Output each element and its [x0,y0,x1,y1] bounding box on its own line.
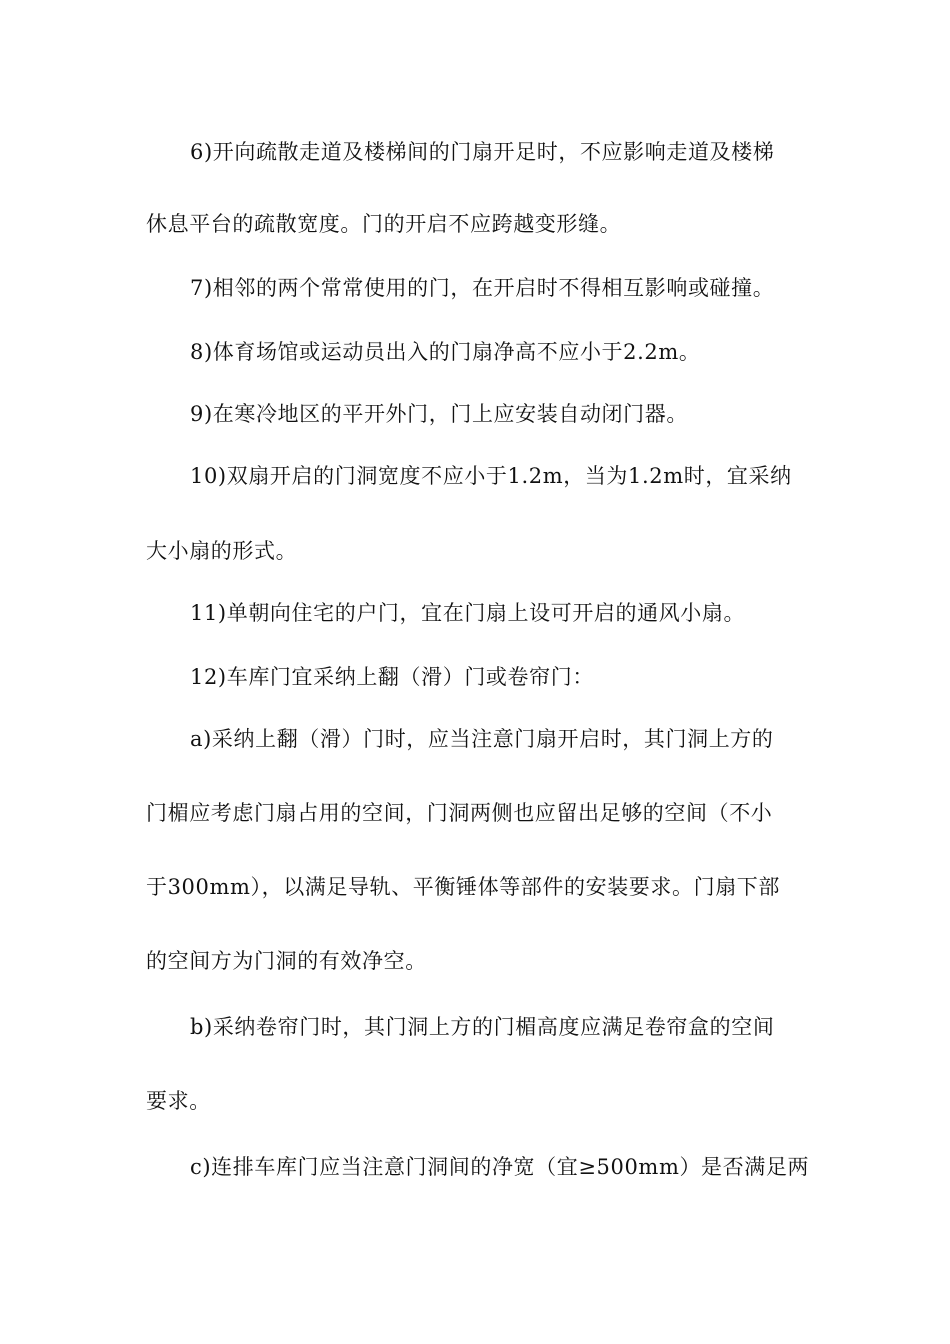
text-line: c)连排车库门应当注意门洞间的净宽（宜≥500mm）是否满足两 [190,1155,810,1179]
text-line: 10)双扇开启的门洞宽度不应小于1.2m，当为1.2m时，宜采纳 [190,464,792,488]
text-line: b)采纳卷帘门时，其门洞上方的门楣高度应满足卷帘盒的空间 [190,1015,775,1039]
text-line: 6)开向疏散走道及楼梯间的门扇开足时，不应影响走道及楼梯 [190,140,775,164]
text-line: 7)相邻的两个常常使用的门，在开启时不得相互影响或碰撞。 [190,276,775,300]
text-line: 的空间方为门洞的有效净空。 [146,949,427,973]
text-line: 11)单朝向住宅的户门，宜在门扇上设可开启的通风小扇。 [190,601,746,625]
text-line: 12)车库门宜采纳上翻（滑）门或卷帘门： [190,665,594,689]
text-line: 9)在寒冷地区的平开外门，门上应安装自动闭门器。 [190,402,688,426]
text-line: 于300mm），以满足导轨、平衡锤体等部件的安装要求。门扇下部 [146,875,781,899]
text-line: a)采纳上翻（滑）门时，应当注意门扇开启时，其门洞上方的 [190,727,774,751]
text-line: 休息平台的疏散宽度。门的开启不应跨越变形缝。 [146,212,622,236]
text-line: 要求。 [146,1089,211,1113]
text-line: 门楣应考虑门扇占用的空间，门洞两侧也应留出足够的空间（不小 [146,801,773,825]
text-line: 8)体育场馆或运动员出入的门扇净高不应小于2.2m。 [190,340,701,364]
text-line: 大小扇的形式。 [146,539,298,563]
